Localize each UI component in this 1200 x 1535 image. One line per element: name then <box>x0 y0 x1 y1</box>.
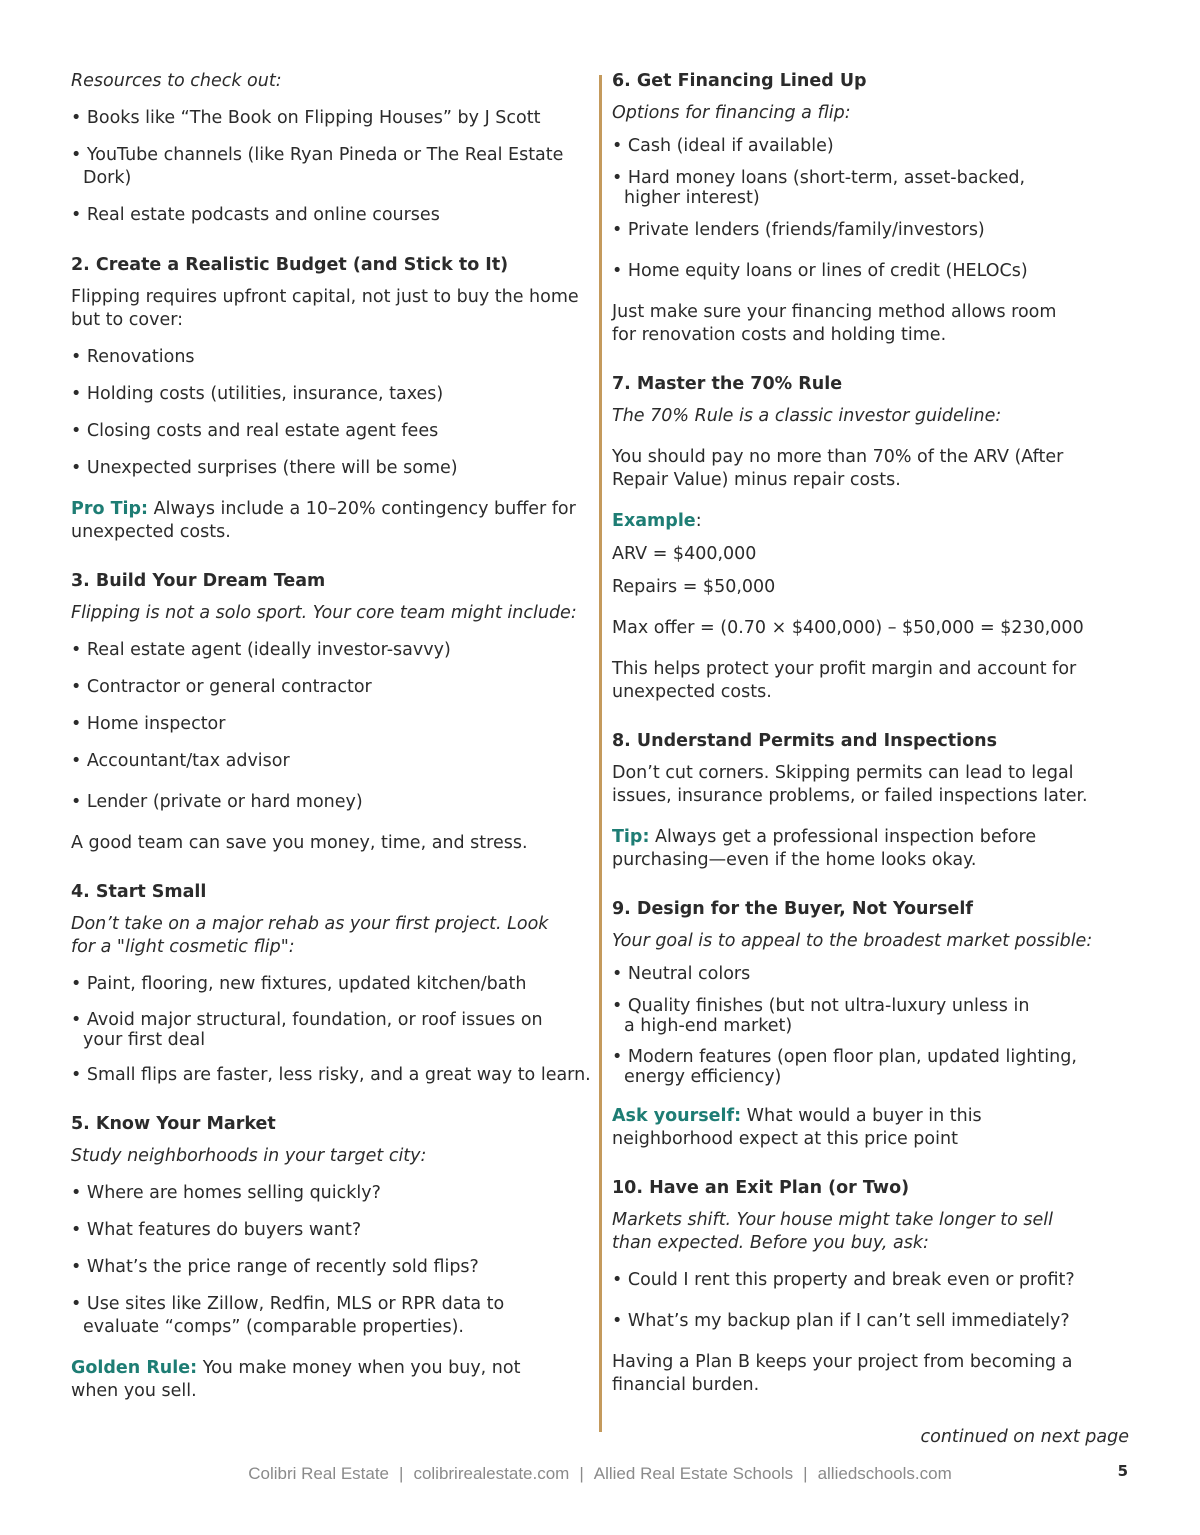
section-3-intro: Flipping is not a solo sport. Your core team might include: <box>71 603 577 623</box>
pro-tip-text: Always include a 10–20% contingency buffer for unexpected costs. <box>71 499 576 542</box>
list-item: • Holding costs (utilities, insurance, taxes) <box>71 384 444 404</box>
ask-yourself-label: Ask yourself: <box>612 1106 742 1126</box>
list-item: • Contractor or general contractor <box>71 677 372 697</box>
right-column <box>612 70 1137 1397</box>
example-line <box>612 510 1137 533</box>
list-item: • Home equity loans or lines of credit (HELOCs) <box>612 261 1028 281</box>
page-number: 5 <box>1117 1462 1128 1480</box>
golden-rule <box>71 1357 551 1403</box>
pro-tip <box>71 498 596 544</box>
list-item: • Hard money loans (short-term, asset-backed, higher interest) <box>612 168 1026 208</box>
list-item: • What features do buyers want? <box>71 1220 362 1240</box>
tip-label: Tip: <box>612 827 650 847</box>
column-divider <box>599 75 602 1432</box>
list-item: • Home inspector <box>71 714 226 734</box>
section-4-intro: Don’t take on a major rehab as your first project. Look for a "light cosmetic flip": <box>71 914 549 957</box>
list-item: • What’s the price range of recently sold flips? <box>71 1257 479 1277</box>
section-2-heading: 2. Create a Realistic Budget (and Stick to It) <box>71 255 509 275</box>
continued-note: continued on next page <box>920 1427 1129 1447</box>
footer-colibri: Colibri Real Estate <box>248 1464 390 1483</box>
section-3-outro: A good team can save you money, time, and stress. <box>71 833 528 853</box>
list-item: • Books like “The Book on Flipping Houses” by J Scott <box>71 108 541 128</box>
list-item: • Modern features (open floor plan, updated lighting, energy efficiency) <box>612 1047 1077 1087</box>
golden-rule-text: You make money when you buy, not when you sell. <box>71 1358 521 1401</box>
footer-allied: Allied Real Estate Schools <box>593 1464 794 1483</box>
arv-line: ARV = $400,000 <box>612 544 757 564</box>
left-column <box>71 70 596 1403</box>
list-item: • Quality finishes (but not ultra-luxury unless in a high-end market) <box>612 996 1030 1036</box>
list-item: • Real estate podcasts and online courses <box>71 205 440 225</box>
list-item: • Paint, flooring, new fixtures, updated kitchen/bath <box>71 974 527 994</box>
section-9-heading: 9. Design for the Buyer, Not Yourself <box>612 899 974 919</box>
list-item: • Small flips are faster, less risky, and a great way to learn. <box>71 1065 591 1085</box>
list-item: • Unexpected surprises (there will be some) <box>71 458 458 478</box>
list-item: • Accountant/tax advisor <box>71 751 290 771</box>
section-7-heading: 7. Master the 70% Rule <box>612 374 843 394</box>
section-5-heading: 5. Know Your Market <box>71 1114 276 1134</box>
section-7-intro: The 70% Rule is a classic investor guideline: <box>612 406 1002 426</box>
list-item: • Use sites like Zillow, Redfin, MLS or RPR data to evaluate “comps” (comparable properties). <box>71 1294 505 1337</box>
footer <box>0 1462 1200 1485</box>
footer-colibri-url[interactable]: colibrirealestate.com <box>413 1464 570 1483</box>
section-3-heading: 3. Build Your Dream Team <box>71 571 326 591</box>
max-offer-line: Max offer = (0.70 × $400,000) – $50,000 = $230,000 <box>612 618 1084 638</box>
section-9-intro: Your goal is to appeal to the broadest market possible: <box>612 931 1093 951</box>
section-5-intro: Study neighborhoods in your target city: <box>71 1146 427 1166</box>
list-item: • Cash (ideal if available) <box>612 136 834 156</box>
list-item: • What’s my backup plan if I can’t sell immediately? <box>612 1311 1070 1331</box>
footer-separator: | <box>579 1464 584 1483</box>
section-6-heading: 6. Get Financing Lined Up <box>612 71 867 91</box>
example-label: Example <box>612 511 696 531</box>
list-item: • Avoid major structural, foundation, or roof issues on your first deal <box>71 1010 543 1050</box>
section-8-text: Don’t cut corners. Skipping permits can lead to legal issues, insurance problems, or failed inspections later. <box>612 763 1088 806</box>
list-item: • Could I rent this property and break even or profit? <box>612 1270 1075 1290</box>
list-item: • Renovations <box>71 347 195 367</box>
ask-yourself-text: What would a buyer in this neighborhood expect at this price point <box>612 1106 982 1149</box>
list-item: • Where are homes selling quickly? <box>71 1183 381 1203</box>
footer-separator: | <box>803 1464 808 1483</box>
resources-label: Resources to check out: <box>71 71 282 91</box>
tip <box>612 826 1137 872</box>
pro-tip-label: Pro Tip: <box>71 499 149 519</box>
section-10-intro: Markets shift. Your house might take longer to sell than expected. Before you buy, ask: <box>612 1210 1053 1253</box>
list-item: • Private lenders (friends/family/investors) <box>612 220 985 240</box>
list-item: • Real estate agent (ideally investor-savvy) <box>71 640 451 660</box>
section-6-outro: Just make sure your financing method allows room for renovation costs and holding time. <box>612 302 1057 345</box>
section-6-intro: Options for financing a flip: <box>612 103 851 123</box>
list-item: • Neutral colors <box>612 964 751 984</box>
section-4-heading: 4. Start Small <box>71 882 207 902</box>
list-item: • YouTube channels (like Ryan Pineda or The Real Estate Dork) <box>71 145 564 188</box>
example-colon: : <box>695 511 702 531</box>
repairs-line: Repairs = $50,000 <box>612 577 776 597</box>
section-7-text: You should pay no more than 70% of the ARV (After Repair Value) minus repair costs. <box>612 447 1064 490</box>
section-7-outro: This helps protect your profit margin and account for unexpected costs. <box>612 659 1077 702</box>
section-8-heading: 8. Understand Permits and Inspections <box>612 731 998 751</box>
section-10-heading: 10. Have an Exit Plan (or Two) <box>612 1178 910 1198</box>
footer-separator: | <box>399 1464 404 1483</box>
section-10-outro: Having a Plan B keeps your project from becoming a financial burden. <box>612 1352 1073 1395</box>
tip-text: Always get a professional inspection before purchasing—even if the home looks okay. <box>612 827 1037 870</box>
section-2-intro: Flipping requires upfront capital, not just to buy the home but to cover: <box>71 287 579 330</box>
list-item: • Lender (private or hard money) <box>71 792 363 812</box>
footer-allied-url[interactable]: alliedschools.com <box>817 1464 952 1483</box>
golden-rule-label: Golden Rule: <box>71 1358 198 1378</box>
ask-yourself <box>612 1105 1092 1151</box>
list-item: • Closing costs and real estate agent fees <box>71 421 439 441</box>
